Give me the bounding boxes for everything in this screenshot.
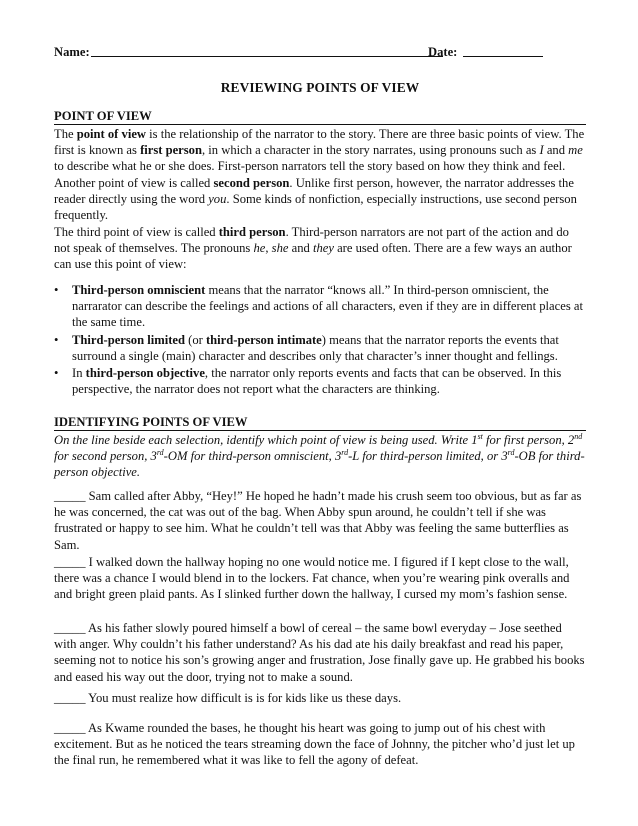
text: , the narrator only reports events and facts that can be observed. In this perspective, the narrator does not report what the characters are thinking.: [72, 366, 562, 397]
selection-4[interactable]: _____ You must realize how difficult is is for kids like us these days.: [54, 691, 402, 705]
bullet-icon: •: [54, 366, 59, 381]
section-heading-identifying: IDENTIFYING POINTS OF VIEW: [54, 415, 248, 429]
superscript: st: [477, 431, 483, 441]
selection-3[interactable]: _____ As his father slowly poured himself a bowl of cereal – the same bowl everyday – Jose seethed with anger. Why couldn’t his father understand? As his dad ate his daily breakfast and read his paper, seeming not to notice his son’s growing anger and frustration, Jose finally gave up. He grabbed his books and eased his way out the door, trying not to make a sound.: [54, 621, 585, 684]
text: -L for third-person limited, or 3: [348, 449, 508, 464]
text: ) means that the narrator reports the events that surround a single (main) character and describes only that character’s inner thought and fellings.: [72, 332, 559, 363]
superscript: rd: [507, 448, 515, 458]
third-person-types-list: [54, 282, 586, 398]
selection-5[interactable]: _____ As Kwame rounded the bases, he thought his heart was going to jump out of his chest with excitement. But as he noticed the tears streaming down the face of Johnny, the pitcher who’d just let up the final run, he remembered what it was like to fell the agony of defeat.: [54, 721, 575, 768]
term-intimate: third-person intimate: [205, 332, 322, 347]
bullet-icon: •: [54, 283, 59, 297]
page-title: REVIEWING POINTS OF VIEW: [220, 80, 420, 95]
text: The: [54, 127, 77, 141]
name-label: Name:: [54, 45, 90, 59]
bullet-icon: •: [54, 332, 59, 347]
text: -OM for third-person omniscient, 3: [163, 449, 342, 464]
section-heading-point-of-view: POINT OF VIEW: [54, 109, 152, 123]
pronoun-they: they: [312, 241, 334, 256]
pronoun-he: he: [253, 241, 266, 256]
text: In: [72, 366, 86, 381]
text: and: [288, 241, 313, 256]
selection-1[interactable]: _____ Sam called after Abby, “Hey!” He hoped he hadn’t made his crush seem too obvious, but as far as he was concerned, the cat was out of the bag. When Abby spun around, he couldn’t tell if she was frustrated or happy to see him. What he couldn’t tell was that Abby was feeling the same butterflies as Sam.: [54, 489, 582, 552]
date-label: Date:: [428, 45, 458, 59]
text: means that the narrator “knows all.” In third-person omniscient, the narrarator can describe the feelings and actions of all characters, even if they are in different places at the same time.: [72, 283, 583, 330]
text: for second person, 3: [54, 449, 157, 464]
paragraph-third-person: [54, 224, 586, 273]
term-omniscient: Third-person omniscient: [72, 283, 206, 297]
text: is the relationship of the narrator to the story. There are three basic points of view. The first is known as: [54, 127, 585, 158]
section-divider: [54, 430, 586, 431]
date-blank-line[interactable]: [463, 56, 543, 57]
section-divider: [54, 124, 586, 125]
text: and: [543, 143, 569, 158]
text: . Third-person narrators are not part of the action and do not speak of themselves. The pronouns: [54, 225, 569, 256]
paragraph-intro: [54, 126, 586, 223]
text: -OB for third-person objective.: [54, 449, 585, 480]
text: for first person, 2: [482, 433, 575, 447]
pronoun-me: me: [568, 143, 583, 158]
pronoun-she: she: [271, 241, 289, 256]
term-third-person: third person: [218, 225, 286, 239]
superscript: rd: [156, 448, 164, 458]
term-second-person: second person: [213, 175, 290, 190]
text: The third point of view is called: [54, 225, 219, 239]
name-blank-line[interactable]: [91, 56, 443, 57]
instructions: [54, 432, 586, 481]
text: . Unlike first person, however, the narrator addresses the reader directly using the word: [54, 175, 574, 206]
list-item-objective: [54, 365, 586, 397]
term-first-person: first person: [140, 143, 202, 158]
text: On the line beside each selection, identify which point of view is being used. Write 1: [54, 433, 478, 447]
superscript: rd: [341, 448, 349, 458]
term-point-of-view: point of view: [76, 127, 146, 141]
text: . Some kinds of nonfiction, especially instructions, use second person frequently.: [54, 191, 577, 223]
pronoun-you: you: [208, 191, 227, 206]
text: , in which a character in the story narrates, using pronouns such as: [201, 143, 540, 158]
list-item-limited: [54, 332, 586, 364]
term-objective: third-person objective: [85, 366, 205, 381]
selection-2[interactable]: _____ I walked down the hallway hoping no one would notice me. I figured if I kept close to the wall, there was a chance I would blend in to the lockers. Fat chance, when you’re wearing pink overalls and and bright green plaid pants. As I slinked further down the hallway, I cursed my mom’s fashion sense.: [54, 555, 570, 602]
text: ,: [265, 241, 272, 256]
superscript: nd: [574, 431, 583, 441]
text: to describe what he or she does. First-person narrators tell the story based on how they think and feel. Another point of view is called: [54, 159, 566, 190]
list-item-omniscient: [54, 282, 586, 331]
text: are used often. There are a few ways an author can use this point of view:: [54, 241, 572, 272]
pronoun-i: I: [539, 143, 544, 158]
text: (or: [185, 332, 206, 347]
term-limited: Third-person limited: [72, 332, 185, 347]
